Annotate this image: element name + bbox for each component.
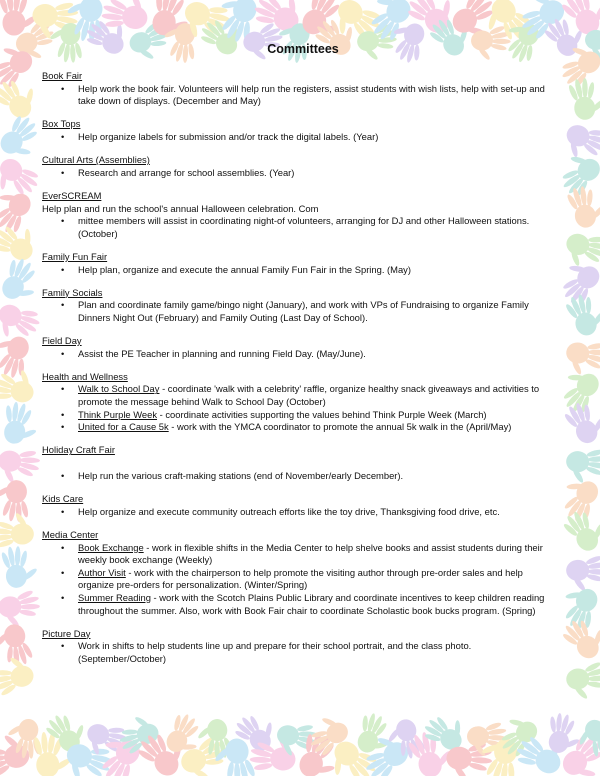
list-item: • Help organize labels for submission and/or track the digital labels. (Year)	[42, 131, 560, 144]
section-title: EverSCREAM	[42, 189, 102, 201]
list-item	[42, 421, 560, 434]
list-item: • mittee members will assist in coordinating night-of volunteers, arranging for DJ and other Halloween stations. (October)	[42, 215, 560, 240]
handprint-icon	[0, 254, 47, 308]
section-title: Field Day	[42, 335, 82, 347]
spacer	[42, 457, 560, 470]
handprint-icon	[0, 330, 36, 382]
handprint-icon	[0, 545, 39, 589]
document-body	[42, 40, 560, 676]
list-item: • Assist the PE Teacher in planning and running Field Day. (May/June).	[42, 348, 560, 361]
page-title: Committees	[267, 42, 339, 56]
list-item: • Help plan, organize and execute the annual Family Fun Fair in the Spring. (May)	[42, 264, 560, 277]
item-desc: - coordinate 'walk with a celebrity' raffle, organize healthy snack giveaways and activities to promote the message behind Walk to School Day (October)	[78, 383, 540, 408]
section-picture-day	[42, 628, 560, 666]
handprint-icon	[558, 610, 600, 665]
section-title: Family Fun Fair	[42, 250, 108, 262]
list-item: • Work in shifts to help students line up and prepare for their school portrait, and the class photo. (September/October)	[42, 640, 560, 665]
section-title: Family Socials	[42, 286, 103, 298]
section-title: Kids Care	[42, 493, 84, 505]
section-kids-care	[42, 493, 560, 518]
section-intro: Help plan and run the school's annual Halloween celebration. Com	[42, 202, 319, 214]
section-title: Cultural Arts (Assemblies)	[42, 154, 150, 166]
list-item: • Research and arrange for school assemblies. (Year)	[42, 167, 560, 180]
list-item: • Help run the various craft-making stations (end of November/early December).	[42, 470, 560, 483]
item-desc: - coordinate activities supporting the values behind Think Purple Week (March)	[157, 408, 487, 420]
handprint-icon	[0, 588, 43, 630]
list-item	[42, 409, 560, 422]
item-desc: - work with the chairperson to help promote the visiting author through pre-order sales and help organize pre-orders for personalization. (Winter/Spring)	[78, 566, 523, 591]
section-health-wellness	[42, 371, 560, 434]
section-title: Box Tops	[42, 118, 81, 130]
section-title: Book Fair	[42, 70, 83, 81]
section-family-socials	[42, 287, 560, 325]
list-item	[42, 567, 560, 592]
item-desc: - work with the YMCA coordinator to promote the annual 5k walk in the (April/May)	[168, 421, 512, 433]
list-item	[42, 542, 560, 567]
section-box-tops	[42, 118, 560, 143]
item-name: Think Purple Week	[78, 408, 158, 420]
section-book-fair	[42, 70, 560, 108]
handprint-icon	[561, 227, 600, 273]
handprint-icon	[0, 445, 42, 487]
handprint-icon	[565, 446, 600, 485]
item-name: United for a Cause 5k	[78, 421, 169, 433]
section-title: Media Center	[42, 528, 99, 540]
handprint-icon	[564, 182, 600, 231]
list-item: • Help organize and execute community outreach efforts like the toy drive, Thanksgiving food drive, etc.	[42, 506, 560, 519]
item-desc: - work with the Scotch Plains Public Library and coordinate incentives to keep children reading throughout the summer. Also, work with Book Fair chair to coordinate Scholastic book bucks program. (Spring)	[78, 591, 545, 616]
item-name: Walk to School Day	[78, 383, 160, 395]
section-field-day	[42, 335, 560, 360]
item-name: Summer Reading	[78, 591, 151, 603]
handprint-icon	[0, 400, 43, 448]
item-name: Author Visit	[78, 566, 126, 578]
handprint-icon	[0, 512, 34, 549]
handprint-icon	[563, 337, 600, 380]
section-family-fun-fair	[42, 251, 560, 276]
section-cultural-arts	[42, 154, 560, 179]
handprint-icon	[565, 554, 600, 593]
item-name: Book Exchange	[78, 541, 144, 553]
list-item: • Help work the book fair. Volunteers will help run the registers, assist students with wish lists, help with set-up and take down of displays. (December and May)	[42, 83, 560, 108]
list-item	[42, 383, 560, 408]
list-item: • Plan and coordinate family game/bingo night (January), and work with VPs of Fundraising to organize Family Dinners Night Out (February) and Family Outing (Last Day of School).	[42, 299, 560, 324]
list-item	[42, 592, 560, 617]
section-title: Picture Day	[42, 627, 91, 639]
section-media-center	[42, 529, 560, 617]
handprint-icon	[0, 479, 32, 523]
section-title: Health and Wellness	[42, 370, 128, 382]
handprint-icon	[564, 660, 600, 703]
section-everscream	[42, 190, 560, 240]
section-holiday-craft-fair	[42, 444, 560, 482]
section-title: Holiday Craft Fair	[42, 444, 115, 456]
item-desc: - work in flexible shifts in the Media Center to help shelve books and assist students during their weekly book exchange (Weekly)	[78, 541, 543, 566]
